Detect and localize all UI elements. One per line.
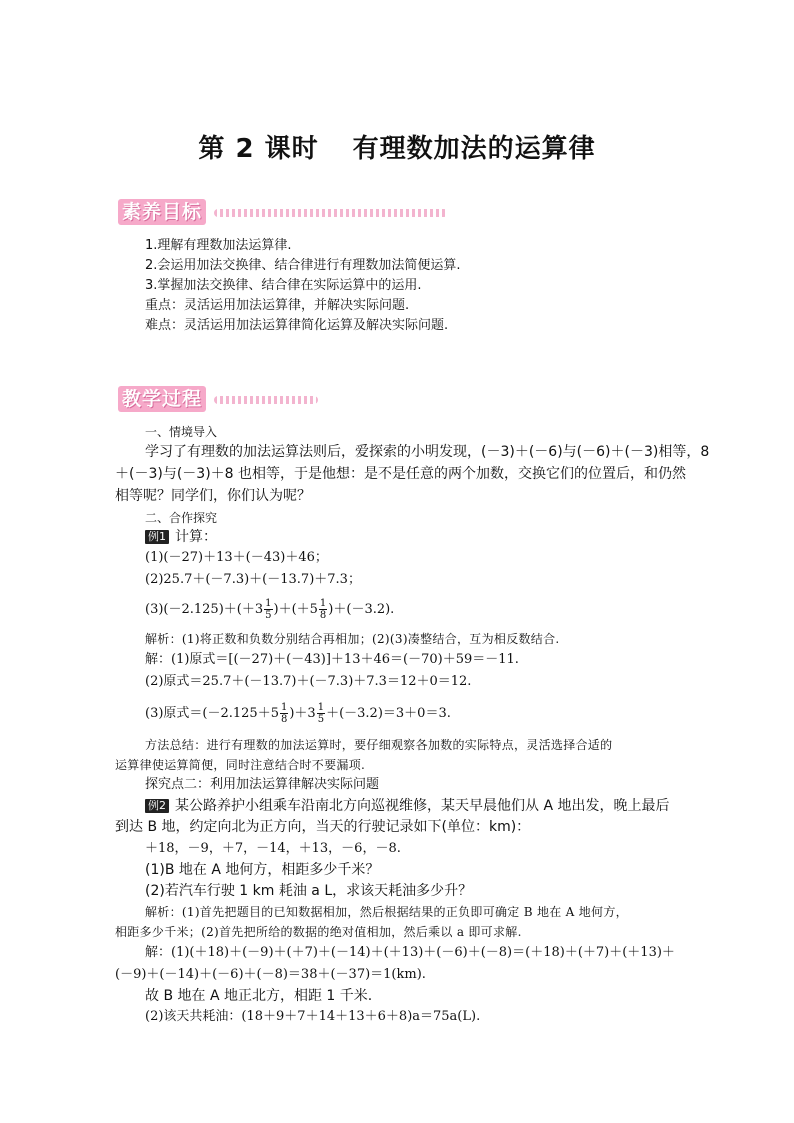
banner-dots-decoration [214, 209, 448, 217]
goals-banner [118, 199, 448, 225]
example-2-data: ＋18，－9，＋7，－14，＋13，－6，－8. [145, 841, 401, 856]
fraction-numerator: 1 [317, 702, 325, 713]
fraction [264, 598, 272, 621]
example-1-question: (2)25.7＋(－7.3)＋(－13.7)＋7.3； [145, 572, 361, 587]
example-1-solution [145, 702, 451, 725]
paragraph-line: 相等呢？同学们，你们认为呢？ [115, 488, 311, 504]
lesson-number: 第 2 课时 [198, 134, 319, 164]
example-2-conclusion: 故 B 地在 A 地正北方，相距 1 千米. [145, 988, 373, 1004]
expr-part: (3)(－2.125)＋(＋3 [145, 602, 264, 617]
goal-item: 1.理解有理数加法运算律. [145, 238, 292, 253]
goal-item: 2.会运用加法交换律、结合律进行有理数加法简便运算. [145, 258, 461, 273]
expr-part: )＋3 [289, 706, 316, 721]
example-1-solution: 解：(1)原式＝[(－27)＋(－43)]＋13＋46＝(－70)＋59＝－11. [145, 652, 519, 667]
example-1-analysis: 解析：(1)将正数和负数分别结合再相加；(2)(3)凑整结合，互为相反数结合. [145, 632, 560, 646]
example-1-intro [145, 528, 217, 546]
lesson-topic: 有理数加法的运算律 [352, 134, 596, 164]
example-2-analysis: 解析：(1)首先把题目的已知数据相加，然后根据结果的正负即可确定 B 地在 A 地何方， [145, 905, 628, 919]
fraction-denominator: 8 [280, 714, 288, 725]
goals-banner-label: 素养目标 [118, 199, 206, 225]
example-1-question: (1)(－27)＋13＋(－43)＋46； [145, 550, 328, 565]
expr-part: )＋(－3.2). [328, 602, 395, 617]
fraction [317, 702, 325, 725]
example-2-intro [145, 797, 669, 815]
example-2-solution: (－9)＋(－14)＋(－6)＋(－8)＝38＋(－37)＝1(km). [115, 967, 426, 982]
expr-part: (3)原式＝(－2.125＋5 [145, 706, 279, 721]
example-2-solution: 解：(1)(＋18)＋(－9)＋(＋7)＋(－14)＋(＋13)＋(－6)＋(－8)＝(＋18)＋(＋7)＋(＋13)＋ [145, 945, 675, 960]
fraction [319, 598, 327, 621]
example-2-question: (2)若汽车行驶 1 km 耗油 a L，求该天耗油多少升？ [145, 883, 473, 899]
example-1-question [145, 598, 394, 621]
paragraph-line: 学习了有理数的加法运算法则后，爱探索的小明发现，(－3)＋(－6)与(－6)＋(－3)相等，8 [145, 444, 710, 460]
method-summary: 方法总结：进行有理数的加法运算时，要仔细观察各加数的实际特点，灵活选择合适的 [145, 738, 613, 752]
lesson-title [0, 128, 794, 165]
goal-item: 3.掌握加法交换律、结合律在实际运算中的运用. [145, 278, 422, 293]
example-2-analysis: 相距多少千米；(2)首先把所给的数据的绝对值相加，然后乘以 a 即可求解. [115, 925, 522, 939]
key-point: 重点：灵活运用加法运算律，并解决实际问题. [145, 298, 410, 313]
process-banner-label: 教学过程 [118, 386, 206, 412]
fraction [280, 702, 288, 725]
expr-part: )＋(＋5 [273, 602, 318, 617]
fraction-numerator: 1 [319, 598, 327, 609]
example-2-solution: (2)该天共耗油：(18＋9＋7＋14＋13＋6＋8)a＝75a(L). [145, 1009, 481, 1024]
fraction-denominator: 8 [319, 610, 327, 621]
section-heading: 一、情境导入 [145, 425, 218, 439]
method-summary: 运算律使运算简便，同时注意结合时不要漏项. [115, 758, 366, 772]
example-1-prompt: 计算： [175, 529, 217, 545]
process-banner [118, 386, 318, 412]
section-heading: 二、合作探究 [145, 511, 218, 525]
fraction-numerator: 1 [265, 598, 272, 609]
fraction-denominator: 5 [317, 714, 325, 725]
example-1-badge: 例1 [145, 530, 169, 544]
difficult-point: 难点：灵活运用加法运算律简化运算及解决实际问题. [145, 318, 449, 333]
example-2-text: 某公路养护小组乘车沿南北方向巡视维修，某天早晨他们从 A 地出发，晚上最后 [175, 798, 670, 814]
expr-part: ＋(－3.2)＝3＋0＝3. [326, 706, 451, 721]
fraction-numerator: 1 [280, 702, 288, 713]
fraction-denominator: 5 [265, 610, 272, 621]
paragraph-line: 到达 B 地，约定向北为正方向，当天的行驶记录如下(单位：km)： [115, 819, 531, 835]
banner-dots-decoration [214, 396, 318, 404]
example-2-question: (1)B 地在 A 地何方，相距多少千米？ [145, 862, 380, 878]
example-2-badge: 例2 [145, 799, 169, 813]
example-1-solution: (2)原式＝25.7＋(－13.7)＋(－7.3)＋7.3＝12＋0＝12. [145, 674, 472, 689]
explore-point-heading: 探究点二：利用加法运算律解决实际问题 [145, 777, 380, 792]
paragraph-line: ＋(－3)与(－3)＋8 也相等，于是他想：是不是任意的两个加数，交换它们的位置后，和仍然 [115, 466, 687, 482]
